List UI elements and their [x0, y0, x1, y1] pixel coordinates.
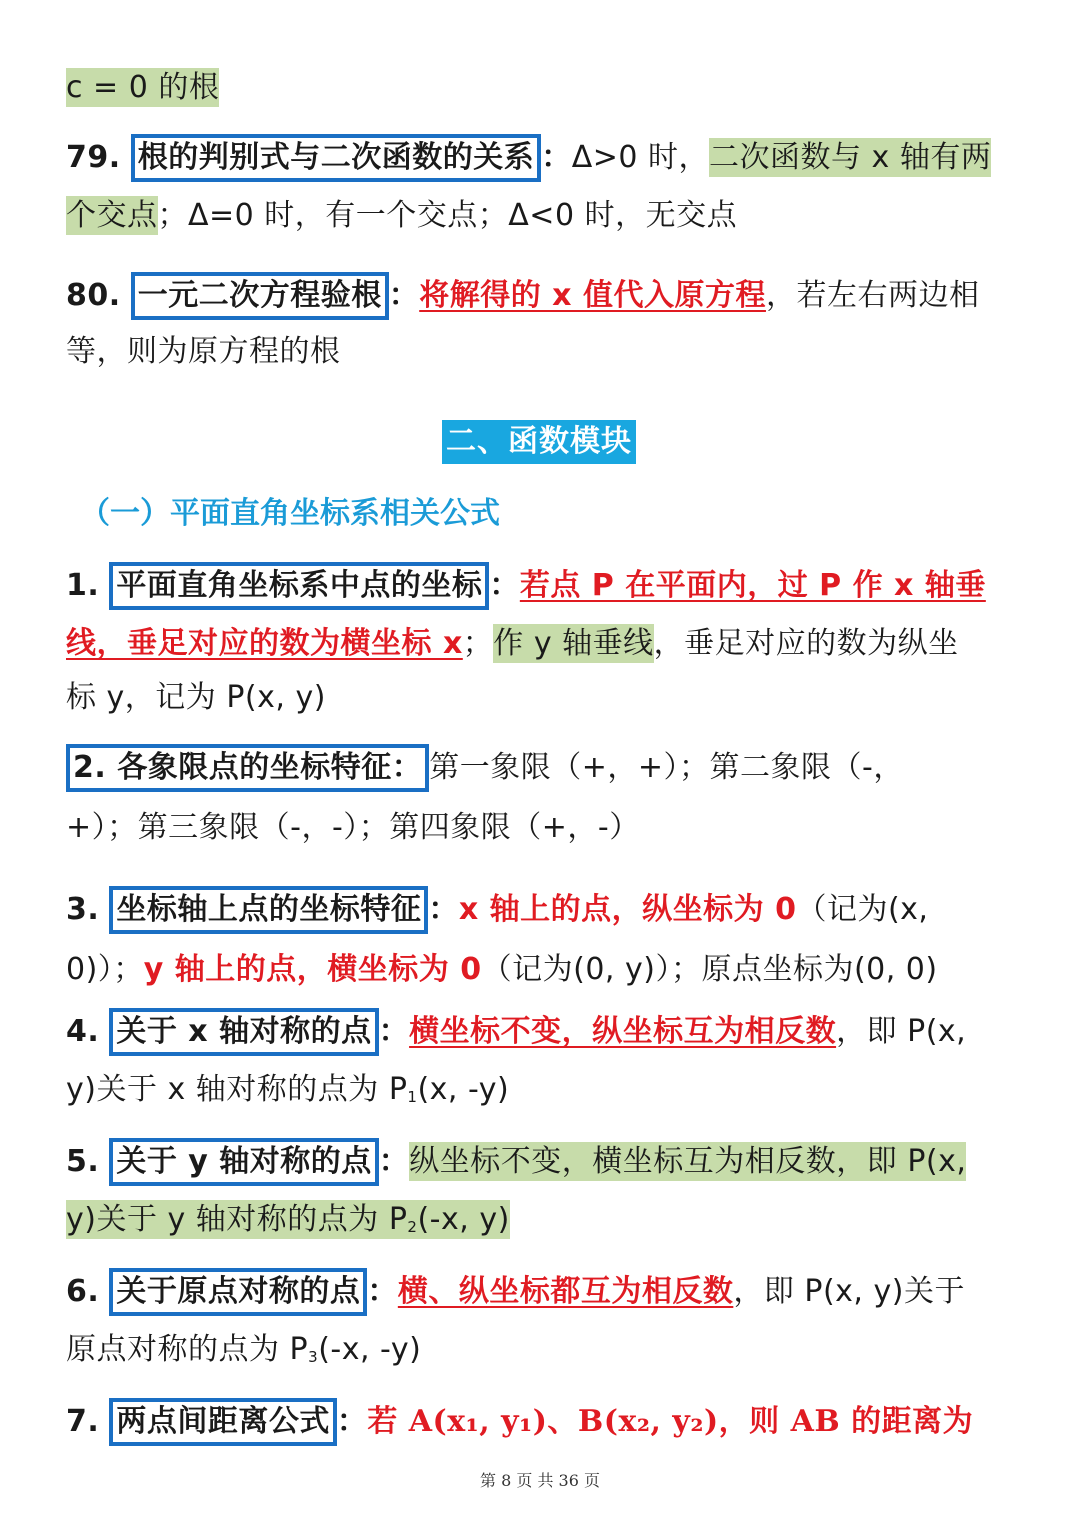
colon: ： — [489, 568, 520, 603]
text: +）；第三象限（-，-）；第四象限（+，-） — [66, 810, 640, 845]
item-title-box: 关于原点对称的点 — [109, 1268, 367, 1316]
item-number: 3. — [66, 892, 100, 927]
text: ，即 P(x, y)关于 — [733, 1274, 965, 1309]
emphasis-text: 若点 P 在平面内，过 P 作 x 轴垂 — [519, 568, 986, 603]
item-4-line2 — [66, 1068, 1016, 1119]
colon: ： — [541, 140, 572, 175]
item-5-line1 — [66, 1138, 1016, 1186]
section-title: 二、函数模块 — [442, 420, 636, 464]
text: 原点对称的点为 P — [66, 1332, 309, 1367]
colon: ： — [378, 1144, 410, 1179]
item-number: 79. — [66, 140, 121, 175]
subsection-title: （一）平面直角坐标系相关公式 — [80, 496, 500, 531]
text: 0)）； — [66, 952, 144, 987]
highlight-text: 二次函数与 x 轴有两 — [709, 140, 992, 175]
text: y)关于 y 轴对称的点为 P — [66, 1202, 408, 1237]
item-number: 1. — [66, 568, 100, 603]
highlight-text: c = 0 的根 — [66, 70, 220, 105]
item-1-line1 — [66, 562, 1016, 610]
text: （记为(0, y)）；原点坐标为(0, 0) — [481, 952, 938, 987]
item-title-box: 关于 y 轴对称的点 — [109, 1138, 378, 1186]
emphasis-text: 横、纵坐标都互为相反数 — [397, 1274, 734, 1309]
emphasis-text: x 轴上的点，纵坐标为 0 — [458, 892, 797, 927]
emphasis-text: 将解得的 x 值代入原方程 — [419, 278, 766, 313]
page-footer: 第 8 页 共 36 页 — [480, 1471, 600, 1490]
emphasis-text: 横坐标不变，纵坐标互为相反数 — [409, 1014, 837, 1049]
item-title-box: 根的判别式与二次函数的关系 — [131, 134, 542, 182]
item-3-line2 — [66, 948, 1016, 992]
item-6-line2 — [66, 1328, 1016, 1379]
item-3-line1 — [66, 886, 1016, 934]
text: ；Δ=0 时，有一个交点；Δ<0 时，无交点 — [157, 198, 738, 233]
subscript: 3 — [308, 1348, 319, 1366]
text: (-x, y) — [417, 1202, 510, 1237]
text: 第一象限（+，+）；第二象限（-， — [429, 750, 904, 785]
item-6-line1 — [66, 1268, 1016, 1316]
item-79-line1 — [66, 134, 1016, 182]
highlight-text: 作 y 轴垂线 — [493, 626, 654, 661]
text: Δ>0 时， — [571, 140, 709, 175]
subscript: 1 — [407, 1088, 418, 1106]
item-4-line1 — [66, 1008, 1016, 1056]
emphasis-text: y 轴上的点，横坐标为 0 — [143, 952, 482, 987]
item-1-line2 — [66, 622, 1016, 666]
colon: ： — [336, 1404, 368, 1439]
item-79-line2 — [66, 194, 1016, 238]
emphasis-text: 若 A(x₁, y₁)、B(x₂, y₂)，则 AB 的距离为 — [367, 1404, 974, 1439]
colon: ： — [428, 892, 459, 927]
item-1-line3 — [66, 676, 1016, 720]
item-title-box: 关于 x 轴对称的点 — [109, 1008, 378, 1056]
line-c-root — [66, 66, 1016, 110]
text: （记为(x, — [796, 892, 929, 927]
item-2-line2 — [66, 806, 1016, 850]
item-number: 6. — [66, 1274, 100, 1309]
highlight-text: 纵坐标不变，横坐标互为相反数，即 P(x, — [409, 1144, 967, 1179]
highlight-text — [66, 1200, 510, 1239]
colon: ： — [388, 278, 420, 313]
item-title-box: 2. 各象限点的坐标特征： — [66, 744, 429, 792]
item-7-line1 — [66, 1398, 1016, 1446]
text: ，即 P(x, — [836, 1014, 967, 1049]
item-title-box: 平面直角坐标系中点的坐标 — [109, 562, 489, 610]
item-number: 4. — [66, 1014, 100, 1049]
item-5-line2 — [66, 1198, 1016, 1249]
subscript: 2 — [407, 1218, 418, 1236]
item-title-box: 两点间距离公式 — [109, 1398, 337, 1446]
text: ，若左右两边相 — [765, 278, 980, 313]
item-title-box: 坐标轴上点的坐标特征 — [109, 886, 428, 934]
emphasis-text: 线，垂足对应的数为横坐标 x — [66, 626, 463, 661]
text: (x, -y) — [417, 1072, 510, 1107]
item-80-line2 — [66, 330, 1016, 374]
text: ； — [462, 626, 494, 661]
colon: ： — [367, 1274, 398, 1309]
item-number: 80. — [66, 278, 121, 313]
text: 标 y，记为 P(x, y) — [66, 680, 326, 715]
text: (-x, -y) — [318, 1332, 422, 1367]
highlight-text: 个交点 — [66, 198, 158, 233]
item-number: 7. — [66, 1404, 100, 1439]
item-number: 5. — [66, 1144, 100, 1179]
item-2-line1 — [66, 744, 1016, 792]
item-80-line1 — [66, 272, 1016, 320]
text: 等，则为原方程的根 — [66, 334, 341, 369]
text: y)关于 x 轴对称的点为 P — [66, 1072, 408, 1107]
colon: ： — [378, 1014, 410, 1049]
item-title-box: 一元二次方程验根 — [131, 272, 389, 320]
text: ，垂足对应的数为纵坐 — [653, 626, 959, 661]
